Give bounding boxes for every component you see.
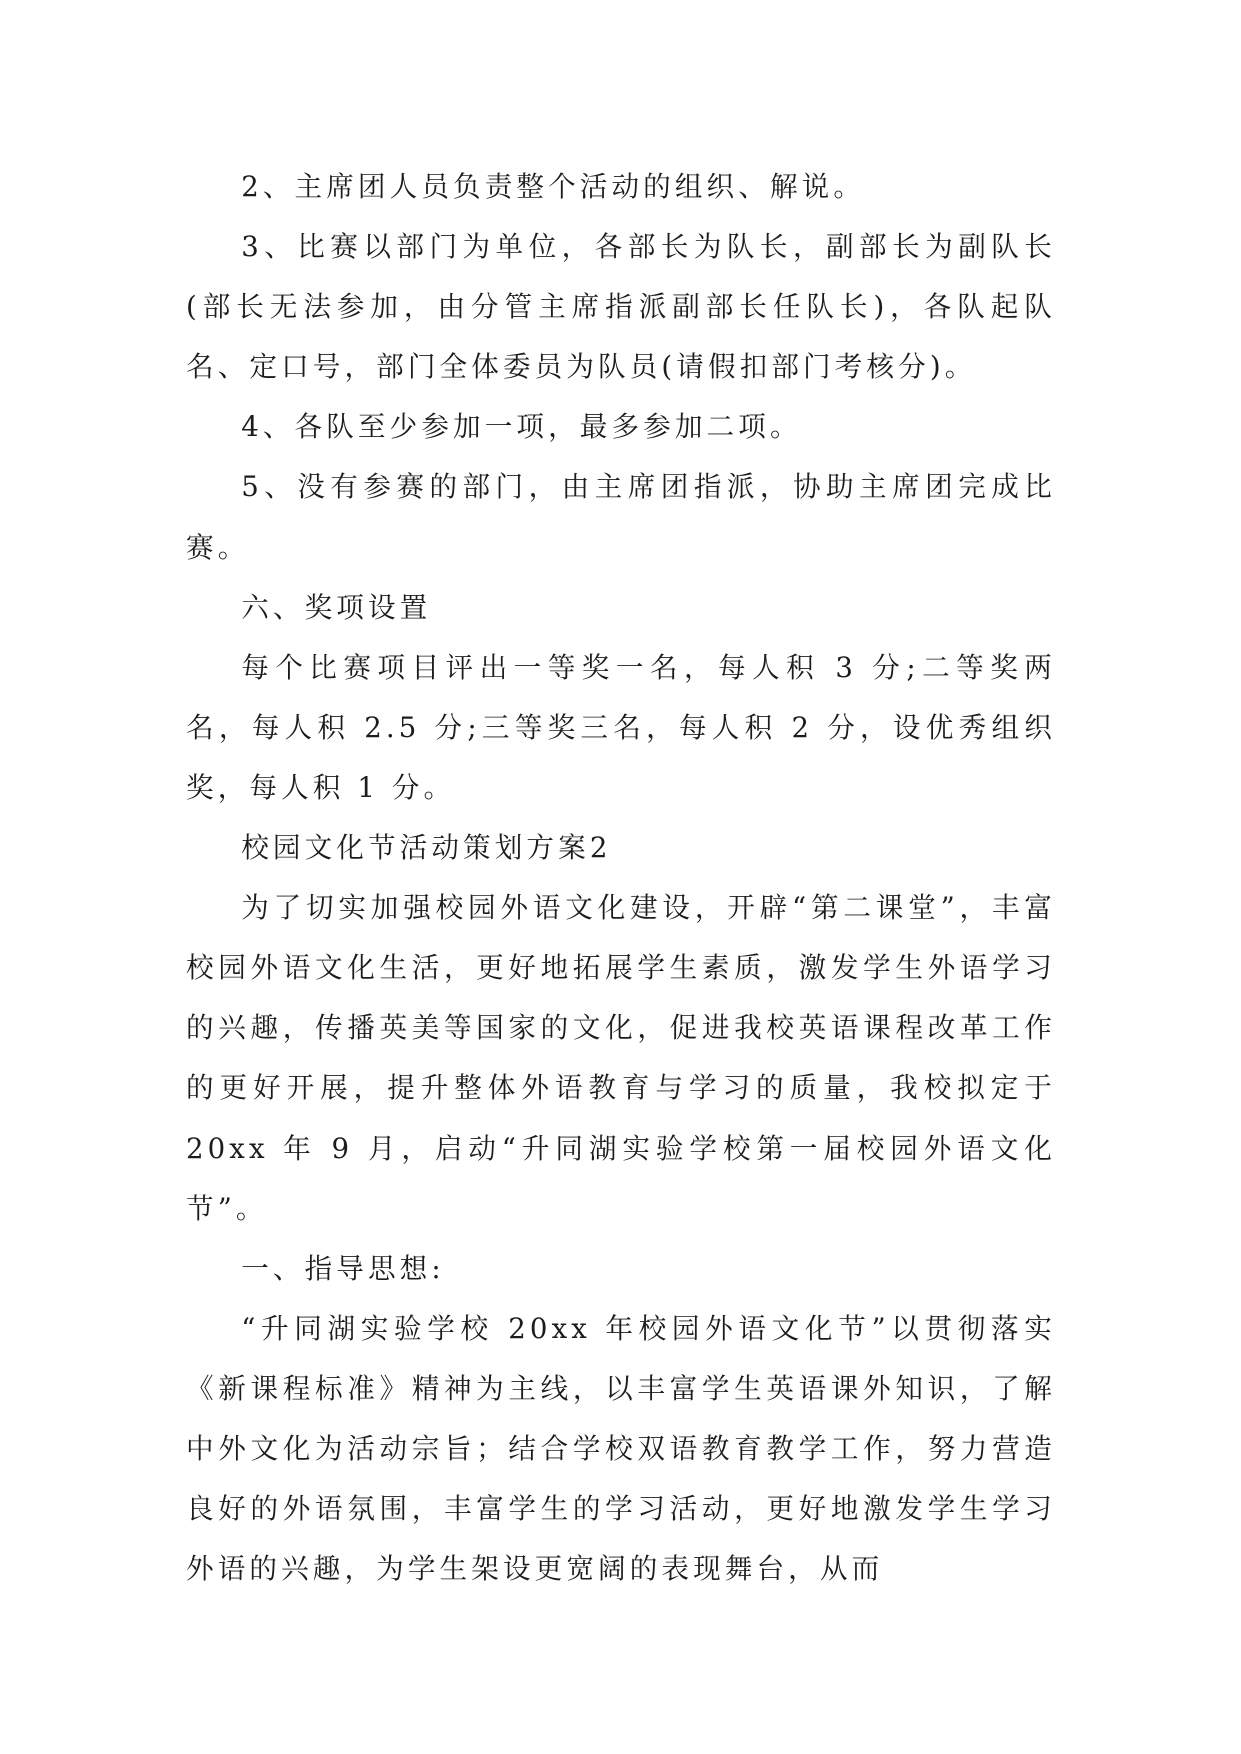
document-body (186, 157, 1056, 1599)
section-heading-guiding-idea: 一、指导思想: (241, 1251, 445, 1285)
paragraph-item-2: 2、主席团人员负责整个活动的组织、解说。 (241, 170, 866, 203)
paragraph-guiding-idea: “升同湖实验学校 20xx 年校园外语文化节”以贯彻落实《新课程标准》精神为主线，以丰富学生英语课外知识，了解中外文化为活动宗旨；结合学校双语教育教学工作，努力营造良好的外语氛围，丰富学生的学习活动，更好地激发学生学习外语的兴趣，为学生架设更宽阔的表现舞台，从而 (186, 1311, 1056, 1586)
plan-title: 校园文化节活动策划方案2 (241, 831, 612, 865)
section-heading-awards: 六、奖项设置 (241, 590, 432, 624)
paragraph-item-4: 4、各队至少参加一项，最多参加二项。 (241, 410, 802, 444)
paragraph-intro: 为了切实加强校园外语文化建设，开辟“第二课堂”，丰富校园外语文化生活，更好地拓展学生素质，激发学生外语学习的兴趣，传播英美等国家的文化，促进我校英语课程改革工作的更好开展，提升整体外语教育与学习的质量，我校拟定于 20xx 年 9 月，启动“升同湖实验学校第一届校园外语文化节”。 (186, 891, 1056, 1225)
paragraph-item-3: 3、比赛以部门为单位，各部长为队长，副部长为副队长(部长无法参加，由分管主席指派副部长任队长)，各队起队名、定口号，部门全体委员为队员(请假扣部门考核分)。 (186, 230, 1056, 384)
paragraph-awards: 每个比赛项目评出一等奖一名，每人积 3 分;二等奖两名，每人积 2.5 分;三等奖三名，每人积 2 分，设优秀组织奖，每人积 1 分。 (186, 650, 1056, 804)
paragraph-item-5: 5、没有参赛的部门，由主席团指派，协助主席团完成比赛。 (186, 470, 1056, 564)
